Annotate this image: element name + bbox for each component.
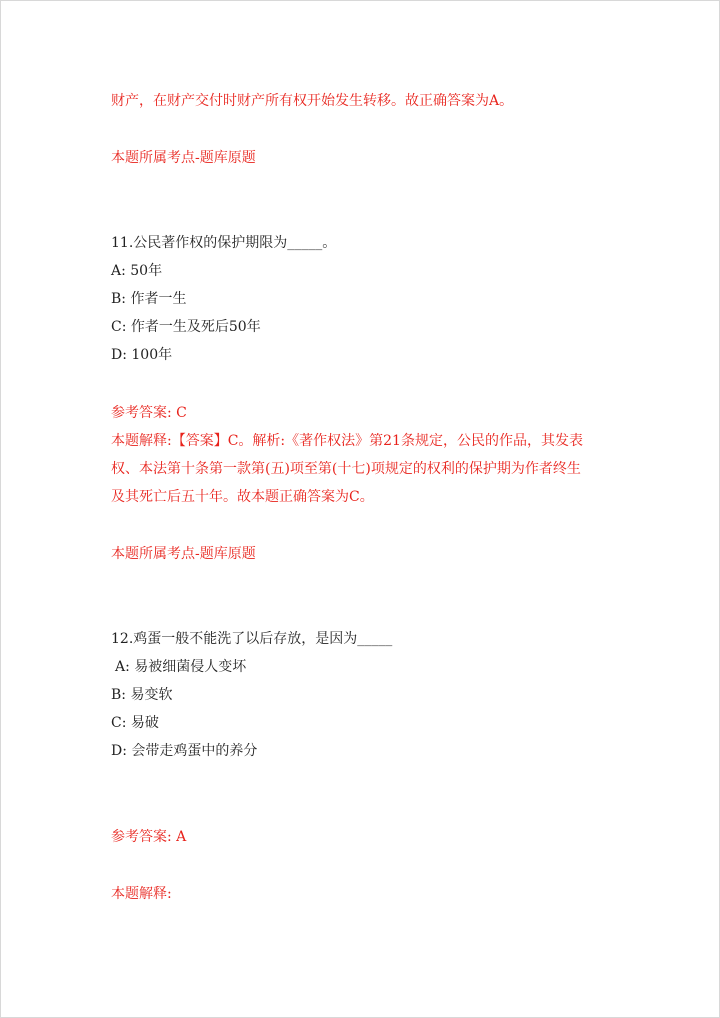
q11-answer: 参考答案: C [111, 405, 187, 421]
q11-category: 本题所属考点-题库原题 [111, 546, 256, 562]
q12-option-a: A: 易被细菌侵人变坏 [115, 659, 247, 675]
q11-explanation-line-2: 权、本法第十条第一款第(五)项至第(十七)项规定的权利的保护期为作者终生 [111, 461, 581, 477]
q11-option-d: D: 100年 [111, 347, 173, 363]
prev-explanation-tail: 财产，在财产交付时财产所有权开始发生转移。故正确答案为A。 [111, 93, 514, 109]
prev-category: 本题所属考点-题库原题 [111, 150, 256, 166]
q12-explanation-label: 本题解释: [111, 886, 172, 902]
q11-explanation-line-1: 本题解释:【答案】C。解析:《著作权法》第21条规定，公民的作品，其发表 [111, 433, 583, 449]
q11-option-b: B: 作者一生 [111, 291, 187, 307]
q12-option-c: C: 易破 [111, 715, 159, 731]
q11-option-a: A: 50年 [111, 263, 163, 279]
q11-option-c: C: 作者一生及死后50年 [111, 319, 261, 335]
q12-option-b: B: 易变软 [111, 687, 173, 703]
q12-stem: 12.鸡蛋一般不能洗了以后存放，是因为_____ [111, 631, 393, 647]
q11-explanation-line-3: 及其死亡后五十年。故本题正确答案为C。 [111, 489, 374, 505]
q11-stem: 11.公民著作权的保护期限为_____。 [111, 235, 337, 251]
q12-option-d: D: 会带走鸡蛋中的养分 [111, 743, 258, 759]
q12-answer: 参考答案: A [111, 829, 187, 845]
